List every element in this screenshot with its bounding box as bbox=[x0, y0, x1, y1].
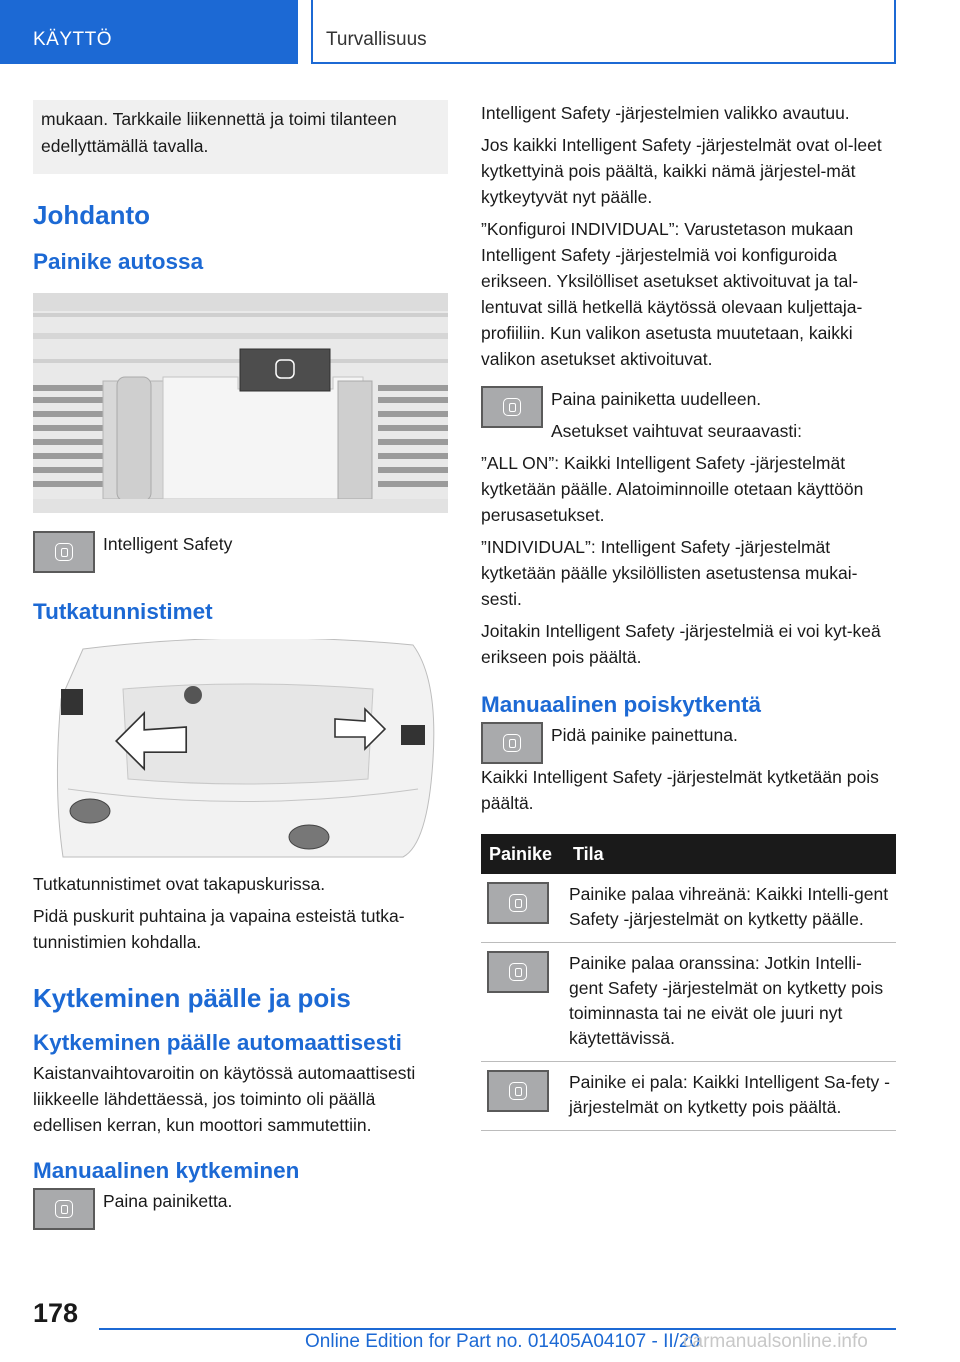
intelligent-safety-button-row bbox=[33, 531, 448, 573]
tutka-paragraph-1: Tutkatunnistimet ovat takapuskurissa. bbox=[33, 874, 326, 894]
header-subsection-label: Turvallisuus bbox=[326, 29, 427, 50]
intelligent-safety-button-icon bbox=[481, 386, 543, 428]
right-paragraph-8: Joitakin Intelligent Safety -järjestelmiä ei voi kyt-keä erikseen pois päältä. bbox=[481, 621, 881, 667]
tutka-paragraph-2: Pidä puskurit puhtaina ja vapaina esteistä tutka-tunnistimien kohdalla. bbox=[33, 906, 405, 952]
right-paragraph-1: Intelligent Safety -järjestelmien valikko avautuu. bbox=[481, 103, 850, 123]
table-header-tila: Tila bbox=[565, 834, 896, 874]
intelligent-safety-button-icon bbox=[487, 882, 549, 924]
intelligent-safety-button-icon bbox=[33, 531, 95, 573]
table-row bbox=[481, 943, 896, 1062]
table-cell-state: Painike ei pala: Kaikki Intelligent Sa-fety -järjestelmät on kytketty pois päältä. bbox=[565, 1062, 896, 1131]
table-header-row bbox=[481, 834, 896, 874]
intelligent-safety-button-icon bbox=[481, 722, 543, 764]
rear-bumper-illustration bbox=[33, 639, 448, 861]
right-paragraph-2: Jos kaikki Intelligent Safety -järjestelmät ovat ol-leet kytkettyinä pois päältä, kaikki nämä järjestel-mät kytkeytyvät nyt päälle. bbox=[481, 135, 882, 207]
right-paragraph-9: Pidä painike painettuna. bbox=[551, 725, 738, 745]
intelligent-safety-button-icon bbox=[33, 1188, 95, 1230]
right-paragraph-5: Asetukset vaihtuvat seuraavasti: bbox=[551, 421, 802, 441]
header-subsection-tab bbox=[311, 0, 896, 64]
intelligent-safety-button-icon bbox=[487, 951, 549, 993]
intelligent-safety-label: Intelligent Safety bbox=[103, 534, 233, 554]
heading-tutkatunnistimet: Tutkatunnistimet bbox=[33, 599, 213, 624]
dashboard-button-image bbox=[33, 293, 448, 513]
dashboard-illustration bbox=[33, 293, 448, 513]
table-header-painike: Painike bbox=[481, 834, 565, 874]
footer-edition: Online Edition for Part no. 01405A04107 - II/20 bbox=[305, 1331, 701, 1352]
right-paragraph-3: ”Konfiguroi INDIVIDUAL”: Varustetason mukaan Intelligent Safety -järjestelmiä voi konfiguroida erikseen. Yksilölliset asetukset aktivoituvat ja tal-lentuvat sillä hetkellä käytössä olevaan kuljettaja-profiiliin. Kun valikon asetusta muutetaan, kaikki valikon asetukset aktivoituvat. bbox=[481, 219, 863, 369]
press-again-row bbox=[481, 386, 896, 450]
heading-manuaalinen-kytkeminen: Manuaalinen kytkeminen bbox=[33, 1158, 300, 1183]
footer-watermark: carmanualsonline.info bbox=[683, 1331, 868, 1352]
right-paragraph-7: ”INDIVIDUAL”: Intelligent Safety -järjestelmät kytketään päälle yksilöllisten asetustensa mukai-sesti. bbox=[481, 537, 858, 609]
manual-paragraph: Paina painiketta. bbox=[103, 1191, 233, 1211]
table-cell-state: Painike palaa oranssina: Jotkin Intelli-gent Safety -järjestelmät on kytketty pois toiminnasta tai ne eivät ole juuri nyt käytettävissä. bbox=[565, 943, 896, 1062]
table-row bbox=[481, 1062, 896, 1131]
right-column bbox=[481, 100, 896, 1131]
auto-paragraph: Kaistanvaihtovaroitin on käytössä automaattisesti liikkeelle lähdettäessä, jos toiminto oli päällä edellisen kerran, kun moottori sammutettiin. bbox=[33, 1063, 416, 1135]
header-section-label: KÄYTTÖ bbox=[33, 29, 113, 50]
rear-bumper-sensor-image bbox=[33, 639, 448, 861]
table-row bbox=[481, 874, 896, 943]
table-cell-state: Painike palaa vihreänä: Kaikki Intelli-gent Safety -järjestelmät on kytketty päälle. bbox=[565, 874, 896, 943]
heading-johdanto: Johdanto bbox=[33, 200, 150, 230]
right-paragraph-4: Paina painiketta uudelleen. bbox=[551, 389, 762, 409]
right-paragraph-10: Kaikki Intelligent Safety -järjestelmät kytketään pois päältä. bbox=[481, 767, 879, 813]
heading-painike-autossa: Painike autossa bbox=[33, 249, 204, 274]
intelligent-safety-button-icon bbox=[487, 1070, 549, 1112]
right-paragraph-6: ”ALL ON”: Kaikki Intelligent Safety -järjestelmät kytketään päälle. Alatoiminnoille otetaan käyttöön perusasetukset. bbox=[481, 453, 864, 525]
page-number: 178 bbox=[33, 1298, 79, 1328]
heading-manuaalinen-poiskytkenta: Manuaalinen poiskytkentä bbox=[481, 692, 762, 717]
footer-divider bbox=[99, 1328, 896, 1330]
left-column bbox=[33, 100, 448, 1230]
header-section-tab bbox=[0, 0, 298, 64]
manual-press-row bbox=[33, 1188, 448, 1230]
hold-button-row bbox=[481, 722, 896, 764]
button-status-table bbox=[481, 834, 896, 1131]
warning-notice: mukaan. Tarkkaile liikennettä ja toimi tilanteen edellyttämällä tavalla. bbox=[33, 100, 448, 174]
heading-kytkeminen: Kytkeminen päälle ja pois bbox=[33, 983, 351, 1013]
heading-auto-kytkeminen: Kytkeminen päälle automaattisesti bbox=[33, 1030, 402, 1055]
